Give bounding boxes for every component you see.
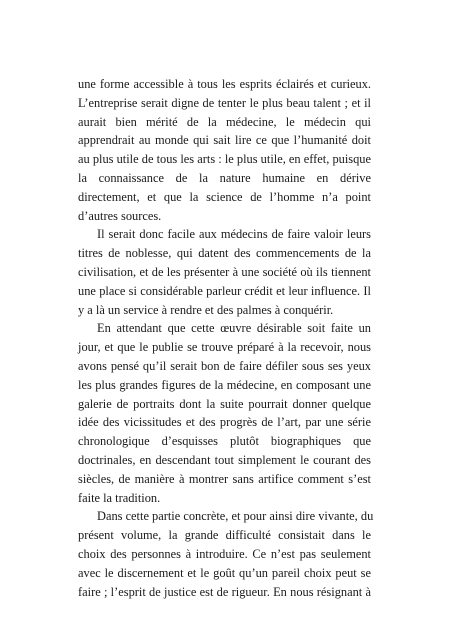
text-line: idée des vicissitudes et des progrès de l’art, par une série <box>78 415 371 430</box>
text-line: civilisation, et de les présenter à une société où ils tiennent <box>78 264 371 279</box>
text-line: chronologique d’esquisses plutôt biographiques que <box>78 434 371 449</box>
text-line: Dans cette partie concrète, et pour ainsi dire vivante, du <box>97 509 374 524</box>
text-line: Il serait donc facile aux médecins de faire valoir leurs <box>97 227 371 242</box>
text-line: directement, et que la science de l’homme n’a point <box>78 189 371 204</box>
paragraph <box>78 75 371 225</box>
text-line: avons pensé qu’il serait bon de faire défiler sous ses yeux <box>78 358 371 373</box>
text-line: les plus grandes figures de la médecine, en composant une <box>78 377 371 392</box>
text-line: jour, et que le publie se trouve préparé à la recevoir, nous <box>78 340 371 355</box>
text-line: y a là un service à rendre et des palmes à conquérir. <box>78 302 334 317</box>
paragraph <box>78 319 371 507</box>
text-line: la connaissance de la nature humaine en dérive <box>78 170 371 185</box>
text-line: au plus utile de tous les arts : le plus utile, en effet, puisque <box>78 152 371 167</box>
text-line: faite la tradition. <box>78 490 161 505</box>
text-line: choix des personnes à introduire. Ce n’est pas seulement <box>78 546 371 561</box>
paragraph <box>78 507 374 601</box>
text-line: galerie de portraits dont la suite pourrait donner quelque <box>78 396 371 411</box>
text-line: faire ; l’esprit de justice est de rigueur. En nous résignant à <box>78 584 371 599</box>
text-line: une forme accessible à tous les esprits éclairés et curieux. <box>78 77 371 91</box>
text-line: siècles, de manière à montrer sans artifice comment s’est <box>78 471 371 486</box>
paragraph <box>78 225 371 319</box>
text-line: L’entreprise serait digne de tenter le plus beau talent ; et il <box>78 95 371 110</box>
body-text <box>78 75 374 601</box>
text-line: d’autres sources. <box>78 208 162 223</box>
text-line: présent volume, la grande difficulté consistait dans le <box>78 528 371 543</box>
text-line: apprendrait au monde qui sait lire ce que l’humanité doit <box>78 133 371 148</box>
text-line: une place si considérable parleur crédit et leur influence. Il <box>78 283 371 298</box>
text-line: avec le discernement et le goût qu’un pareil choix peut se <box>78 565 371 580</box>
text-line: titres de noblesse, qui datent des commencements de la <box>78 246 371 261</box>
text-line: aurait bien mérité de la médecine, le médecin qui <box>78 114 371 129</box>
text-line: doctrinales, en descendant tout simplement le courant des <box>78 452 371 467</box>
text-line: En attendant que cette œuvre désirable soit faite un <box>97 321 371 336</box>
